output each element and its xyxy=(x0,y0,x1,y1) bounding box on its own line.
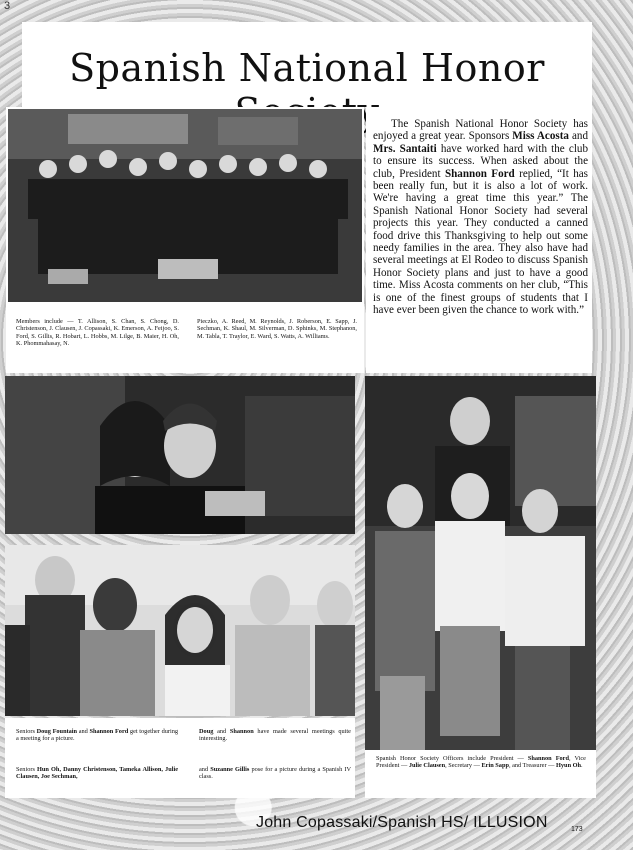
group-caption-right: Pieczko, A. Reed, M. Reynolds, J. Roberson, E. Sapp, J. Sechman, K. Shaul, M. Silverman, D. Sphinks, M. Stephanon, M. Tabla, T. Traylor, E. Ward, S. Watts, A. Williams. xyxy=(197,318,357,340)
title-banner xyxy=(22,22,592,107)
page-title: Spanish National Honor xyxy=(69,46,545,90)
caption-seniors: Seniors Hun Oh, Danny Christenson, Tameka Allison, Julie Clausen, Joe Sechman, xyxy=(16,766,178,781)
caption-officers: Spanish Honor Society Officers include President — Shannon Ford, Vice President — Julie Clausen, Secretary — Erin Sapp, and Treasurer — Hyun Oh. xyxy=(376,755,586,770)
group-caption-left: Members include — T. Allison, S. Chan, S. Chong, D. Christenson, J. Clausen, J. Copassaki, K. Emerson, A. Feijoo, S. Ford, S. Gillis, R. Hobart, L. Hobbs, M. Lilge, B. Maier, H. Oh, K. Phommahasay, N. xyxy=(16,318,179,347)
corner-mark: 3 xyxy=(4,0,11,12)
story-text: The Spanish National Honor Society has enjoyed a great year. Sponsors Miss Acosta and Mrs. Santaiti have worked hard with the club to ensure its success. When asked about the club, President Shannon Ford replied, “It has been really fun, but it is also a lot of work. We're having a great time this year.” The Spanish National Honor Society had several projects this year. They conducted a canned food drive this Thanksgiving to help out some needy families in the area. They also have had several meetings at El Rodeo to discuss Spanish Honor Society plans and just to have a good time. Miss Acosta comments on her club, “This is one of the finest groups of students that I have ever been given the chance to work with.” xyxy=(373,118,588,317)
officers-photo xyxy=(365,376,596,750)
caption-doug-shannon: Seniors Doug Fountain and Shannon Ford get together during a meeting for a picture. xyxy=(16,728,179,743)
group-photo xyxy=(8,109,362,302)
caption-meetings: Doug and Shannon have made several meetings quite interesting. xyxy=(199,728,351,743)
seniors-photo xyxy=(5,545,355,716)
doug-shannon-photo xyxy=(5,376,355,534)
footer-credit: John Copassaki/Spanish HS/ ILLUSION xyxy=(256,814,548,831)
caption-suzanne: and Suzanne Gillis pose for a picture during a Spanish IV class. xyxy=(199,766,352,781)
page-number: 173 xyxy=(571,826,583,833)
